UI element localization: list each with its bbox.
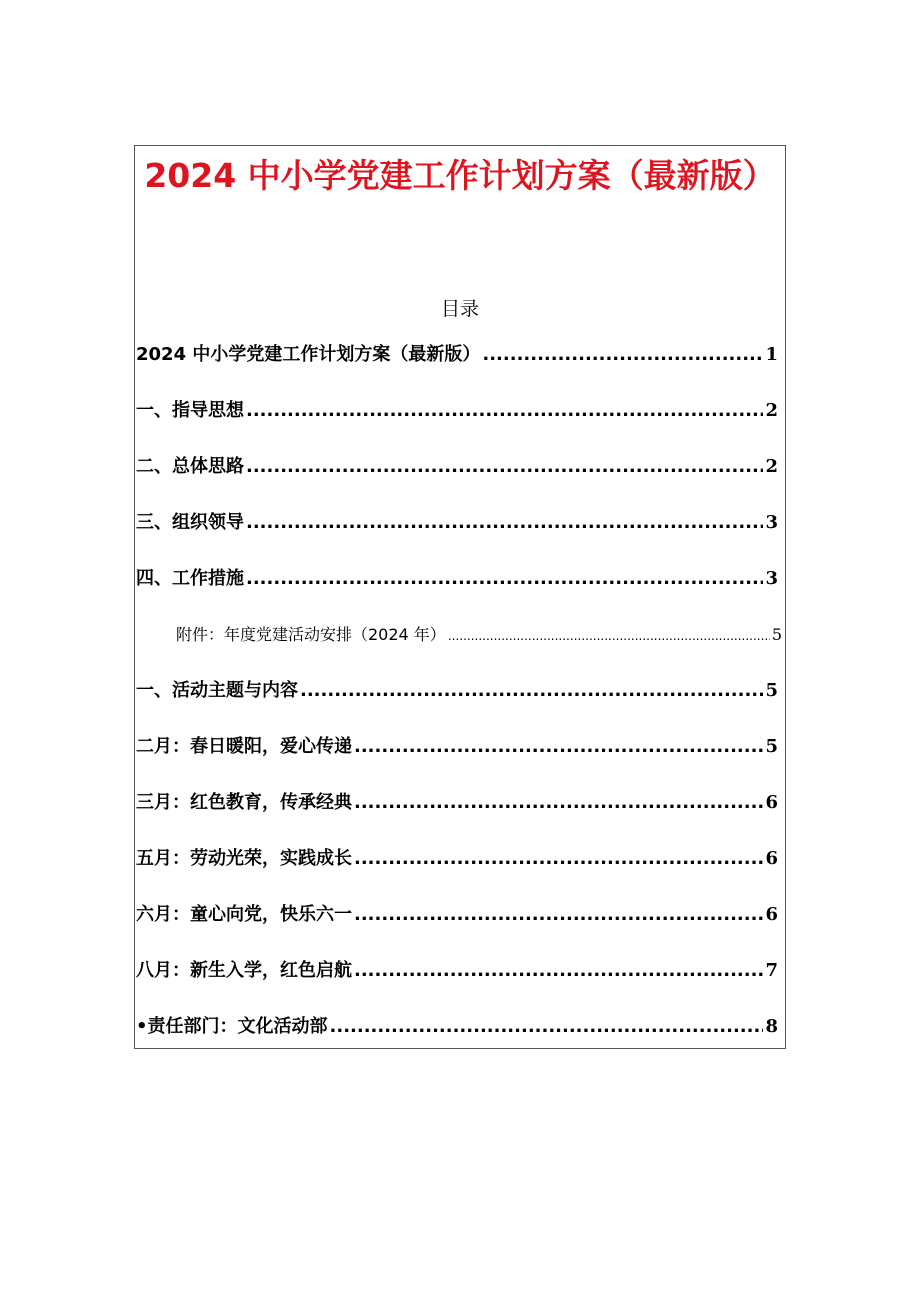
toc-entry-label: 一、指导思想 [136,400,244,421]
toc-entry[interactable] [136,340,778,380]
toc-entry[interactable] [136,732,778,772]
toc-entry-label: 2024 中小学党建工作计划方案（最新版） [136,344,481,365]
toc-entry[interactable] [136,956,778,996]
toc-leader-dots [354,736,763,757]
toc-entry[interactable] [136,844,778,884]
toc-heading: 目录 [440,298,479,320]
toc-leader-dots [246,512,763,533]
toc-entry-label: 三、组织领导 [136,512,244,533]
toc-page-number: 7 [765,960,778,981]
toc-leader-dots [354,848,763,869]
toc-leader-dots [246,568,763,589]
toc-page-number: 2 [765,400,778,421]
toc-leader-dots [300,680,763,701]
toc-entry-label: 三月：红色教育，传承经典 [136,792,352,813]
toc-page-number: 2 [765,456,778,477]
toc-leader-dots [246,456,763,477]
toc-entry-label: 八月：新生入学，红色启航 [136,960,352,981]
toc-entry-label: 二月：春日暖阳，爱心传递 [136,736,352,757]
toc-leader-dots [246,400,763,421]
toc-page-number: 8 [765,1016,778,1037]
toc-entry-label: •责任部门：文化活动部 [136,1016,328,1037]
toc-leader-dots [482,344,763,365]
toc-page-number: 1 [765,344,778,365]
toc-entry-label: 一、活动主题与内容 [136,680,298,701]
toc-entry[interactable] [136,788,778,828]
toc-entry-label: 四、工作措施 [136,568,244,589]
toc-entry-label: 附件：年度党建活动安排（2024 年） [176,625,446,644]
toc-entry[interactable] [136,900,778,940]
toc-entry-sub[interactable] [176,622,782,662]
toc-entry[interactable] [136,508,778,548]
toc-leader-dots [448,629,770,643]
toc-entry[interactable] [136,452,778,492]
toc-page-number: 5 [765,680,778,701]
toc-leader-dots [354,960,763,981]
toc-entry[interactable] [136,396,778,436]
toc-page-number: 5 [765,736,778,757]
toc-entry[interactable] [136,564,778,604]
toc-page-number: 6 [765,792,778,813]
toc-leader-dots [330,1016,764,1037]
document-title: 2024 中小学党建工作计划方案（最新版） [144,156,776,195]
toc-entry-label: 二、总体思路 [136,456,244,477]
toc-page-number: 3 [765,568,778,589]
toc-entry-label: 六月：童心向党，快乐六一 [136,904,352,925]
toc-entry[interactable] [136,676,778,716]
toc-entry-label: 五月：劳动光荣，实践成长 [136,848,352,869]
toc-entry[interactable] [136,1012,778,1052]
toc-page-number: 6 [765,848,778,869]
toc-page-number: 6 [765,904,778,925]
toc-page-number: 5 [771,625,782,644]
toc-page-number: 3 [765,512,778,533]
toc-leader-dots [354,792,763,813]
toc-leader-dots [354,904,763,925]
